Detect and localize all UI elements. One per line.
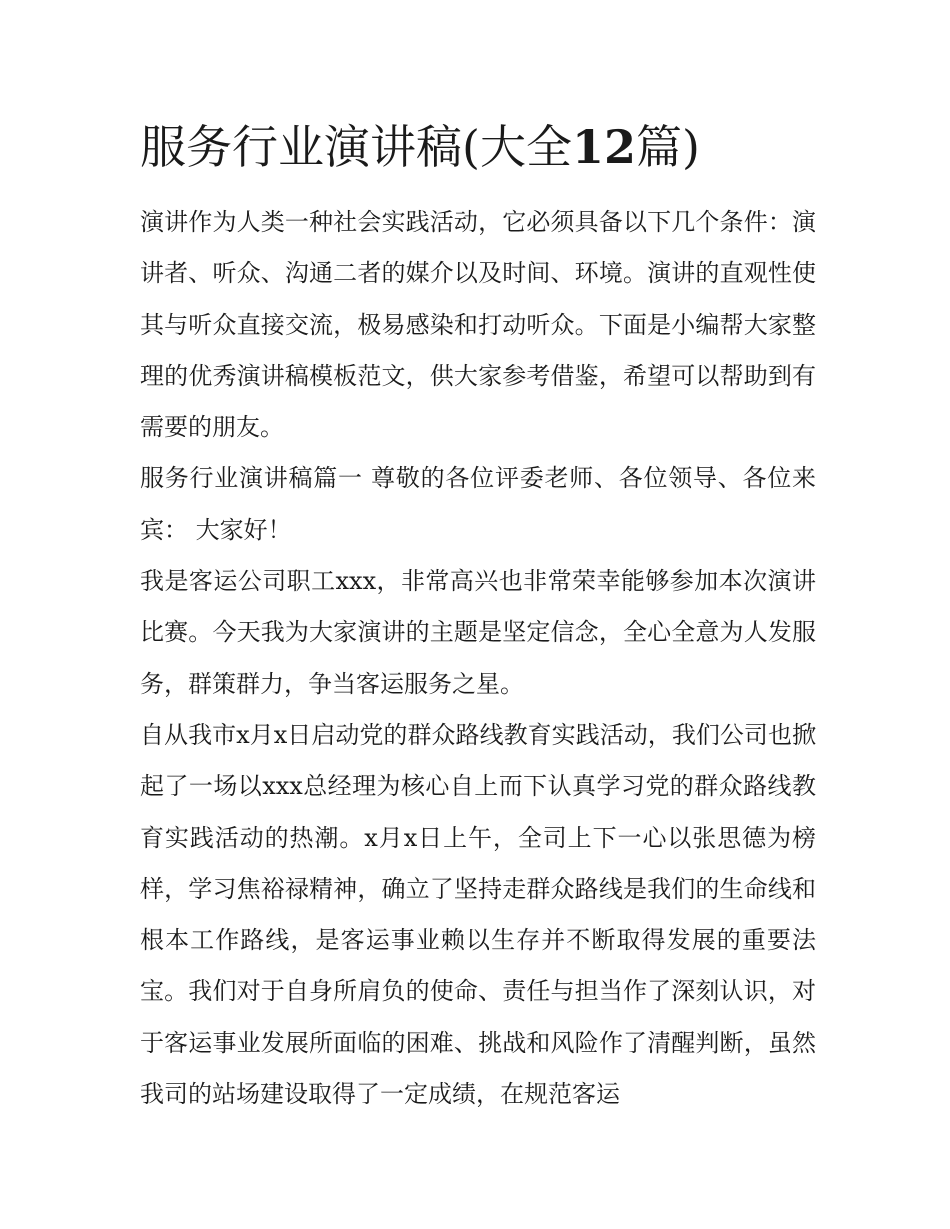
title-tail-text: 篇) — [635, 120, 700, 174]
self-introduction-paragraph: 我是客运公司职工xxx，非常高兴也非常荣幸能够参加本次演讲比赛。今天我为大家演讲的主题是坚定信念，全心全意为人发服务，群策群力，争当客运服务之星。 — [140, 567, 816, 698]
speech-heading-paragraph: 服务行业演讲稿篇一 尊敬的各位评委老师、各位领导、各位来宾： 大家好！ — [140, 464, 816, 544]
campaign-paragraph: 自从我市x月x日启动党的群众路线教育实践活动，我们公司也掀起了一场以xxx总经理为核心自上而下认真学习党的群众路线教育实践活动的热潮。x月x日上午，全司上下一心以张思德为榜样，学习焦裕禄精神，确立了坚持走群众路线是我们的生命线和根本工作路线，是客运事业赖以生存并不断取得发展的重要法宝。我们对于自身所肩负的使命、责任与担当作了深刻认识，对于客运事业发展所面临的困难、挑战和风险作了清醒判断，虽然我司的站场建设取得了一定成绩，在规范客运 — [140, 720, 816, 1109]
document-body — [140, 197, 816, 1120]
title-main-text: 服务行业演讲稿(大全 — [140, 120, 572, 174]
document-title — [140, 112, 840, 182]
intro-paragraph: 演讲作为人类一种社会实践活动，它必须具备以下几个条件：演讲者、听众、沟通二者的媒介以及时间、环境。演讲的直观性使其与听众直接交流，极易感染和打动听众。下面是小编帮大家整理的优秀演讲稿模板范文，供大家参考借鉴，希望可以帮助到有需要的朋友。 — [140, 208, 816, 442]
title-number: 12 — [571, 120, 636, 174]
